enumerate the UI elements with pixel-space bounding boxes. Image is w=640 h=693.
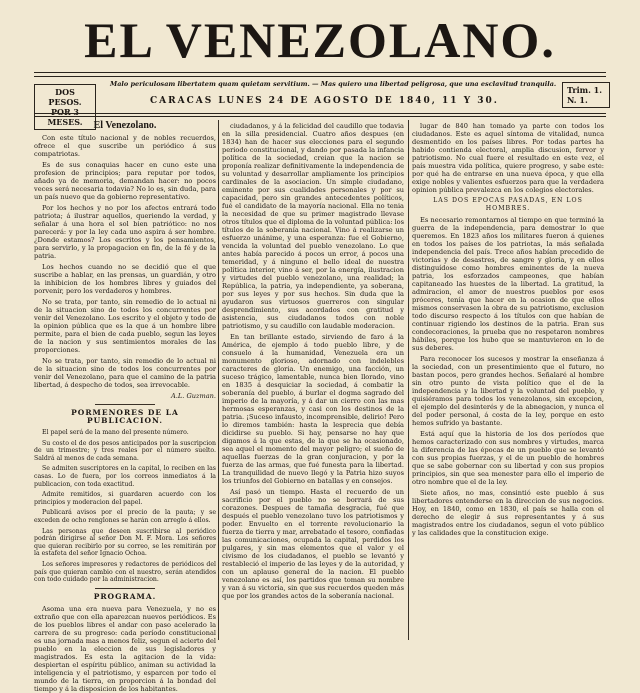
heading-programa: PROGRAMA.: [93, 591, 157, 601]
section-title-venezolano: El Venezolano.: [93, 120, 157, 131]
paragraph: Para reconocer los sucesos y mostrar la enseñanza á la sociedad, con un presentimiento que el futuro, no bastan pocos, pero grandes hechos. Señalaré al hombre sin otro punto de vista político que el de la independencia y la libertad y la voluntad del pueblo, y quisiéramos para todos los venezolanos, sin excepcion, el ejemplo del desinterés y de la abnegacion, y nunca el del poder personal, á costa de la ley, porque en esto hemos sufrido ya bastante.: [412, 355, 604, 427]
price-line-2: POR 3 MESES.: [47, 107, 83, 127]
paragraph: Es de sus conaquias hacer en cuno este una profesion de principios; para reputar por todos, añado ya de memoria, demandan hacer: no pocos veces será necesaria todavia? No lo es, sin duda, para un país nuevo que da gobierno representativo.: [34, 161, 216, 201]
motto: Malo periculosam libertatem quam quietam servitium. — Mas quiero una libertad peligrosa, que una esclavitud tranquila.: [110, 80, 557, 88]
paragraph: lugar de 840 han tomado ya parte con todos los ciudadanos. Este es aquel síntoma de vitalidad, nunca desmentido en los países libres. Por todas partes ha habido contienda electoral, amplia discusion, fervor y patriotismo. No cual fuere el resultado en este vez, el país muestra vida política, quiere progreso, y sabe este: por qué ha de entrarse en una nueva época, y que ella exige nobles y valientes esfuerzos para que la verdadera opinion pública prevalezca en los colegios electorales.: [412, 122, 604, 194]
paragraph: Así pasó un tiempo. Hasta el recuerdo de un sacrificio por el pueblo no se borrará de sus corazones. Despues de tamaña desgracia, fué que después el pueblo venezolano tuvo los patriotismos y poder. Envuelto en el torrente revolucionario la fuerza de tierra y mar, arrebatado el tesoro, confiadas las comunicaciones, ocupada la capital, perdidos los pulgares, y sin mas elementos que el valor y el civismo de los ciudadanos, el pueblo se levantó y restableció el imperio de las leyes y de la autoridad, y con un aplauso general de la nacion. El pueblo venezolano es así, los partidos que toman su nombre y van á su victoria, sin que sus recuerdos queden más que por los grandes actos de la soberanía nacional.: [222, 488, 404, 600]
column-3: [412, 122, 604, 640]
column-divider-1: [218, 120, 219, 640]
paragraph: Asoma una era nueva para Venezuela, y no es extraño que con ella aparezcan nuevos periódicos. Es de los pueblos libres el andar con paso acelerado la carrera de su progreso: cada período constitucional es una jornada mas a menos feliz, segun el acierto del pueblo en la eleccion de sus legisladores y magistrados. Es esta la agitacion de la vida: despiertan el espíritu público, animan su actividad la inteligencia y el patriotismo, y esparcen por todo el mundo de la tierra, en proporcion á la bondad del tiempo y á la disposicion de los habitantes.: [34, 604, 216, 693]
masthead-rule-top: [34, 72, 606, 73]
section-divider: [95, 404, 155, 405]
signature: A.L. Guzman.: [171, 392, 216, 400]
price-line-1: DOS PESOS.: [48, 87, 82, 107]
paragraph: Los señores impresores y redactores de periódicos del país que quieran cambio con el nuestro, serán atendidos con todo cuidado por la administracion.: [34, 560, 216, 584]
paragraph: Su costo el de dos pesos anticipados por la suscripcion de un trimestre; y tres reales por el número suelto. Saldrá al menos de cada semana.: [34, 439, 216, 462]
paragraph: Se admiten suscriptores en la capital, lo reciben en las casas. Lo de fuera, por los correos inmediatos á la publicacion, con toda exactitud.: [34, 465, 216, 488]
heading-pormenores: PORMENORES DE LA PUBLICACION.: [71, 408, 179, 425]
header-rule-bottom-thin: [34, 116, 606, 117]
paragraph: Es necesario remontarnos al tiempo en que terminó la guerra de la independencia, para demostrar lo que queremos. En 1823 años los militares fueron á quienes en todos los países de los patriotas, la más señalada independencia del país. Trece años habían precedido de victorias y de desastres, de sangre y gloria, y en ellos distinguídose como hombres eminentes de la nueva patria, los esforzados campeones, que habían capitaneado las huestes de la libertad. La gratitud, la admiracion, el amor de nuestros pueblos por esos próceres, tenía que hacer en la ocasion de que ellos mismos conservasen la obra de su patriotismo, exclusion todo discurso respecto á los títulos con que habían de continuar rigiendo los destinos de la patria. Eran sus condecoraciones, la prueba que no respetaron nombres hábiles, porque los hubo que se mantuvieron en lo de sus deberes.: [412, 216, 604, 352]
section-divider: [95, 588, 155, 589]
masthead-title: EL VENEZOLANO.: [84, 12, 556, 68]
issue-box: [562, 82, 610, 108]
paragraph: Con este título nacional y de nobles recuerdos, ofrece el que suscribe un periódico á sus compatriotas.: [34, 134, 216, 158]
dateline: CARACAS LUNES 24 DE AGOSTO DE 1840, 11 Y 30.: [150, 96, 499, 106]
masthead-rule-top-thin: [34, 76, 606, 77]
paragraph: No se trata, por tanto, sin remedio de lo actual ni de la situacion sino de todos los concurrentes por venir del Venezolano. Los escrito y el objeto y todo de la opinion pública que es la que á un hombre libre permite, para el bien de cada pueblo, segun las leyes de la nacion y sus sentimientos morales de las proporciones.: [34, 298, 216, 354]
paragraph: Por los hechos y no por los afectos entrará todo patriota; á ilustrar aquellos, queriendo la verdad, y señalar á una hora el sol bien patriótico: no nos parecerá: y por la ley cada uno aspira á ser hombre. ¿Donde estamos? Los escritos y los pensamientos, para servirlo, y la propagacion en fin, de la fé y de la patria.: [34, 204, 216, 260]
paragraph: Siete años, no mas, consintió este pueblo á sus libertadores entenderse en la direccion de sus negocios. Hoy, en 1840, como en 1830, el país se halla con el derecho de elegir á sus representantes y á sus magistrados entre los ciudadanos, segun el voto público y las calidades que la constitucion exige.: [412, 489, 604, 537]
issue-trim: Trim. 1.: [567, 85, 603, 95]
paragraph: No se trata, por tanto, sin remedio de lo actual ni de la situacion sino de todos los concurrentes por venir del Venezolano, para que el camino de la patria libertad, á despecho de todos, sea irrevocable.: [34, 357, 216, 389]
paragraph: Las personas que deseen suscribirse al periódico podrán dirigirse al señor Don M. F. Mora. Los señores que quieran recibirlo por su correo, se les remitirán por la estafeta del señor Ignacio Ochoa.: [34, 527, 216, 558]
header-rule-bottom: [34, 113, 606, 114]
paragraph: Publicará avisos por el precio de la pauta; y se exceden de ocho renglones se harán con arreglo á ellos.: [34, 509, 216, 524]
paragraph: ciudadanos, y á la felicidad del caudillo que todavia en la silla presidencial. Cuatro años despues (en 1834) han de hacer sus elecciones para el segundo periodo constitucional, y dando por pasada la infancia política de la sociedad, creian que la nacion se proponía realizar definitivamente la independencia de su voluntad y desarrollar ampliamente los principios cardinales de la asociacion. Un simple ciudadano, eminente por sus cualidades personales y por su capacidad, pero sin grandes antecedentes políticos, fué el candidato de la mayoría nacional. Ella no tenia la necesidad de que su primer magistrado llevase otros títulos que el diploma de la voluntad pública: los títulos de la soberanía nacional. Vino á realizarse un esfuerzo unánime, y una esperanza: fue el Gobierno, vencida la voluntad del pueblo venezolano. Lo que antes había parecido á pocos un error, á pocos una temeridad, y á ninguno el bello ideal de nuestra política interior, vino á ser, por la energía, ilustracion y virtudes del pueblo venezolano, una realidad; la República, la patria, ya independiente, ya soberana, por sus leyes y por sus hechos. Sin duda que la ayudaron sus virtuosos guerreros con singular desprendimiento, sus acordados con gratitud y asistencia, sus ciudadanos todos con noble patriotismo, y su caudillo con laudable moderacion.: [222, 122, 404, 330]
paragraph: Está aquí que la historia de los dos períodos que hemos caracterizado con sus nombres y virtudes, marca la diferencia de las épocas de un pueblo que se levantó con sus propias fuerzas, y el de un pueblo de hombres que se sabe gobernar con su libertad y con sus propios principios, sin que sea menester para ello el imperio de otro nombre que el de la ley.: [412, 430, 604, 486]
column-divider-2: [408, 120, 409, 640]
paragraph: Admite remitidos, si guardaren acuerdo con los principios y moderacion del papel.: [34, 491, 216, 506]
column-1: [34, 120, 216, 693]
subheading-dos-epocas: LAS DOS EPOCAS PASADAS, EN LOS HOMBRES.: [433, 197, 583, 212]
column-2: [222, 122, 404, 640]
issue-number: N. 1.: [567, 95, 588, 105]
paragraph: En tan brillante estado, sirviendo de faro á la América, de ejemplo á todo pueblo libre, y de consuelo á la humanidad, Venezuela era un monumento glorioso, adornado con indelebles caracteres de gloria. Un enemigo, una facción, un suceso trágico, lamentable, nunca bien llorado, vino en 1835 á desquiciar la sociedad, á combatir la soberanía del pueblo, á burlar el dogma sagrado del imperio de la mayoría, y á dar un cierro con las mas hermosas esperanzas, y casi con los destinos de la patria. ¡Suceso infausto, incomprensible, delirio! Pero lo diremos también: hasta la lesprecia que debía dicidirse su pueblo. Si hay, pensarse no hay que digamos á la que estas, de la que se ha ocasionado, sea aquel el momento del mayor peligro; el sueño de aquellas fuerzas de la gran conjuracion, y por la fuerza de las armas, que fué funesta para la libertad. La tranquilidad de nuevo llegó y la Patria hizo suyos los triunfos del Gobierno en batallas y en consejos.: [222, 333, 404, 485]
paragraph: Los hechos cuando no se decidió que el que suscribe a hablar, en las prensas, un guardián, y otro la inhibicion de los hombres libres y guiados del porvenir, pero los verdaderos y hombres.: [34, 263, 216, 295]
paragraph: El papel será de la mano del presente número.: [42, 429, 189, 436]
